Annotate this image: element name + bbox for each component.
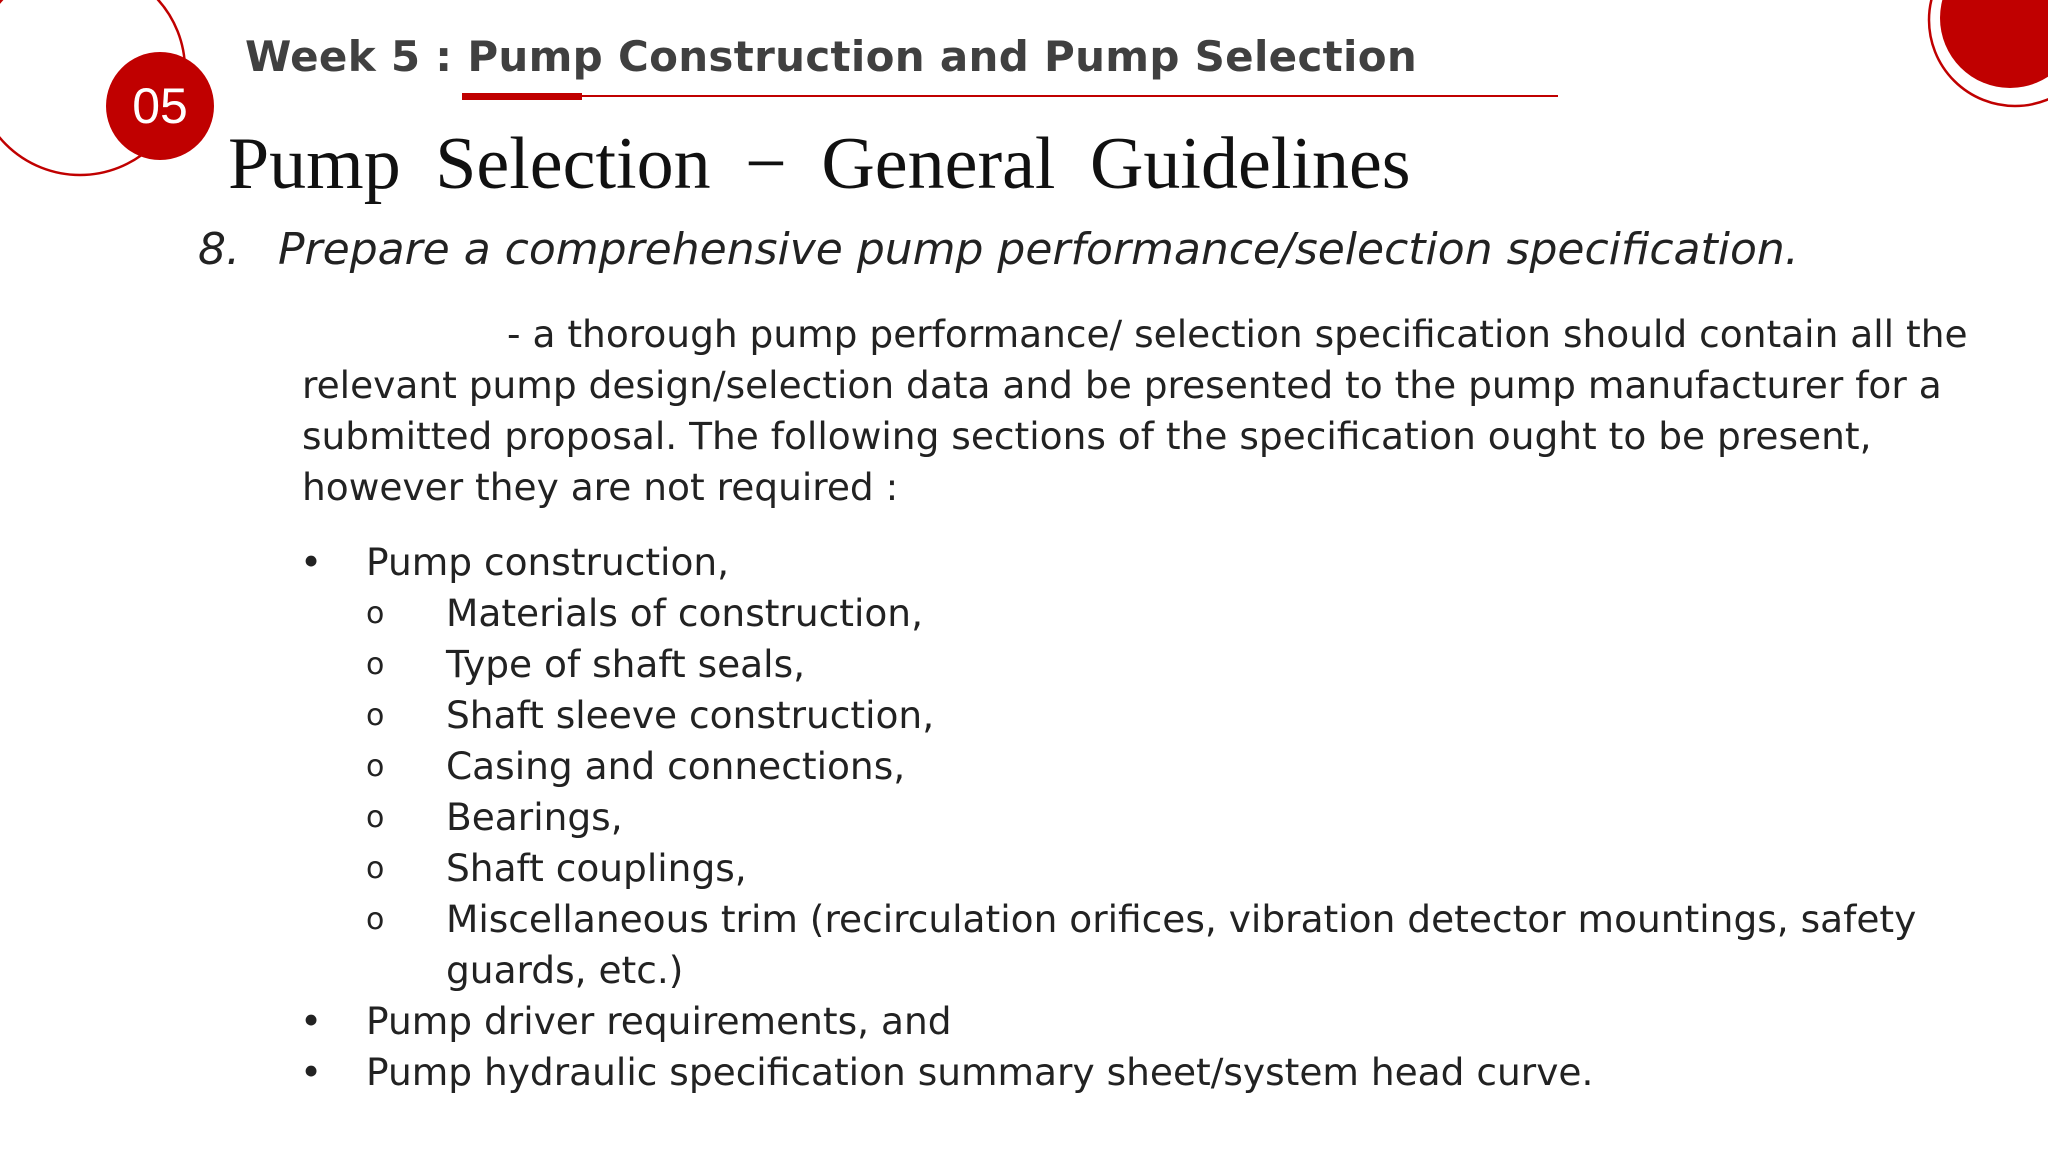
week-title: Week 5 : Pump Construction and Pump Selection	[245, 32, 1418, 81]
circle-bullet-icon: o	[366, 749, 385, 784]
bullet-icon: •	[300, 999, 323, 1043]
description-paragraph: - a thorough pump performance/ selection specification should contain all the relevant pump design/selection data and be presented to the pump manufacturer for a submitted proposal. The following sections of the specification ought to be present, however they are not required :	[302, 312, 1968, 509]
sublist-item-label: Shaft couplings,	[446, 846, 747, 890]
sublist-item-label: Shaft sleeve construction,	[446, 693, 935, 737]
week-badge: 05	[106, 52, 214, 160]
sublist-item-label: Bearings,	[446, 795, 623, 839]
list-item-label: Pump hydraulic specification summary sheet/system head curve.	[366, 1050, 1594, 1094]
list-item-label: Pump construction,	[366, 540, 730, 584]
circle-bullet-icon: o	[366, 698, 385, 733]
bullet-icon: •	[300, 1050, 323, 1094]
sublist-item-label: Materials of construction,	[446, 591, 923, 635]
list-item-pump-construction	[300, 537, 2020, 996]
step-heading	[198, 224, 1799, 275]
sublist-item	[366, 690, 2020, 741]
step-text: Prepare a comprehensive pump performance/selection specification.	[278, 224, 1799, 275]
sublist-item-label: Miscellaneous trim (recirculation orifices, vibration detector mountings, safety guards, etc.)	[446, 897, 1917, 992]
circle-bullet-icon: o	[366, 851, 385, 886]
circle-bullet-icon: o	[366, 800, 385, 835]
list-item-label: Pump driver requirements, and	[366, 999, 952, 1043]
sublist-item-label: Casing and connections,	[446, 744, 906, 788]
circle-bullet-icon: o	[366, 596, 385, 631]
sublist-item	[366, 588, 2020, 639]
header-underline	[462, 95, 1558, 97]
step-number: 8.	[198, 224, 240, 275]
sublist-item-label: Type of shaft seals,	[446, 642, 806, 686]
top-right-filled-circle	[1940, 0, 2048, 88]
slide-title: Pump Selection − General Guidelines	[228, 123, 1411, 205]
sublist-item	[366, 894, 2020, 996]
circle-bullet-icon: o	[366, 902, 385, 937]
specification-sections-list	[300, 537, 2020, 1098]
bullet-icon: •	[300, 540, 323, 584]
sublist-item	[366, 741, 2020, 792]
list-item-hydraulic-summary	[300, 1047, 2020, 1098]
sublist-item	[366, 792, 2020, 843]
list-item-pump-driver	[300, 996, 2020, 1047]
header-underline-accent	[462, 93, 582, 100]
sublist-item	[366, 843, 2020, 894]
sublist-item	[366, 639, 2020, 690]
circle-bullet-icon: o	[366, 647, 385, 682]
pump-construction-sublist	[366, 588, 2020, 996]
